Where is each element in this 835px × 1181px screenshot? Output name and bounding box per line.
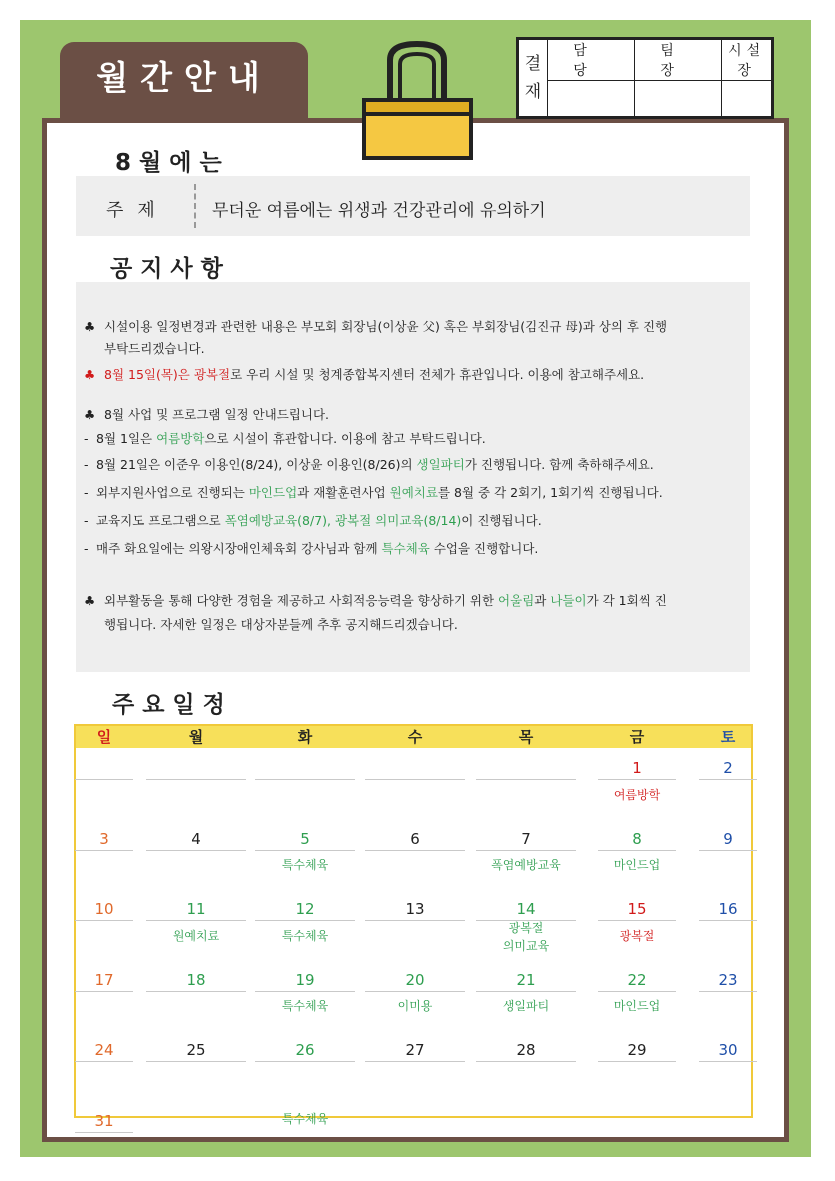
- theme-divider: [194, 184, 196, 228]
- calendar-date-13[interactable]: 13: [405, 900, 425, 918]
- notice-item-2: ♣ 8월 15일(목)은 광복절로 우리 시설 및 청계종합복지센터 전체가 휴관입니다. 이용에 참고해주세요.: [84, 364, 644, 386]
- notice-item-4-cont: 행됩니다. 자세한 일정은 대상자분들께 추후 공지해드리겠습니다.: [104, 617, 458, 632]
- calendar-cell-divider: [598, 991, 676, 992]
- notice-sub-4: - 교육지도 프로그램으로 폭염예방교육(8/7), 광복절 의미교육(8/14)이 진행됩니다.: [84, 513, 542, 528]
- approval-col-director: 시설장: [722, 40, 772, 81]
- calendar-cell-divider: [146, 1061, 246, 1062]
- calendar-event[interactable]: 광복절 의미교육: [502, 920, 550, 953]
- calendar-cell-divider: [255, 779, 355, 780]
- calendar-cell-divider: [365, 850, 465, 851]
- weekday-6: 토: [720, 728, 736, 746]
- calendar-cell-divider: [146, 850, 246, 851]
- calendar-cell-divider: [365, 920, 465, 921]
- header-tab: [60, 42, 308, 120]
- calendar-event[interactable]: 이미용: [397, 999, 433, 1013]
- binder-clip-icon: [360, 40, 475, 160]
- calendar-date-23[interactable]: 23: [718, 970, 738, 989]
- calendar-date-2[interactable]: 2: [723, 759, 733, 777]
- calendar-event[interactable]: 광복절: [619, 928, 655, 943]
- calendar-date-10[interactable]: 10: [94, 900, 114, 918]
- calendar-date-12[interactable]: 12: [295, 900, 315, 918]
- club-icon: ♣: [84, 407, 96, 422]
- calendar-cell-divider: [255, 1061, 355, 1062]
- notice-box: [76, 282, 750, 672]
- calendar-cell-divider: [598, 850, 676, 851]
- calendar-cell-divider: [365, 1061, 465, 1062]
- calendar-cell-divider: [75, 850, 133, 851]
- calendar-date-28[interactable]: 28: [516, 1041, 536, 1059]
- calendar-event[interactable]: 생일파티: [502, 999, 550, 1013]
- calendar-cell-divider: [75, 779, 133, 780]
- notice-item-1: ♣ 시설이용 일정변경과 관련한 내용은 부모회 회장님(이상윤 父) 혹은 부회장님(김진규 母)과 상의 후 진행: [84, 316, 667, 338]
- calendar-cell-divider: [476, 779, 576, 780]
- calendar-date-26[interactable]: 26: [295, 1041, 315, 1059]
- calendar-cell-divider: [146, 920, 246, 921]
- weekday-4: 목: [518, 728, 534, 746]
- calendar-cell-divider: [476, 850, 576, 851]
- calendar-cell-divider: [699, 920, 757, 921]
- calendar-date-30[interactable]: 30: [718, 1041, 738, 1059]
- page-title: 월간안내: [96, 58, 272, 97]
- notice-title: 공지사항: [110, 256, 231, 282]
- calendar-date-5[interactable]: 5: [300, 829, 310, 848]
- calendar-date-27[interactable]: 27: [405, 1041, 425, 1059]
- calendar-event[interactable]: 여름방학: [613, 787, 661, 802]
- calendar-cell-divider: [255, 920, 355, 921]
- calendar-cell-divider: [255, 991, 355, 992]
- calendar-date-20[interactable]: 20: [405, 970, 425, 989]
- weekday-1: 월: [188, 728, 204, 746]
- calendar-event[interactable]: 특수체육: [281, 1111, 329, 1126]
- weekday-0: 일: [96, 728, 112, 746]
- month-title: 8월에는: [115, 150, 230, 176]
- calendar-event[interactable]: 마인드업: [613, 999, 661, 1013]
- club-icon: ♣: [84, 319, 96, 334]
- calendar-cell-divider: [699, 779, 757, 780]
- calendar-date-21[interactable]: 21: [516, 970, 536, 989]
- calendar-cell-divider: [75, 1132, 133, 1133]
- weekday-2: 화: [297, 728, 313, 746]
- calendar-date-1[interactable]: 1: [632, 759, 642, 777]
- calendar-cell-divider: [598, 920, 676, 921]
- calendar-date-14[interactable]: 14: [516, 900, 536, 918]
- weekday-5: 금: [629, 728, 645, 746]
- calendar-event[interactable]: 원예치료: [172, 928, 220, 943]
- approval-sign-manager[interactable]: [548, 81, 635, 117]
- calendar-date-7[interactable]: 7: [521, 829, 531, 848]
- calendar-date-17[interactable]: 17: [94, 970, 114, 989]
- theme-text: 무더운 여름에는 위생과 건강관리에 유의하기: [212, 201, 546, 221]
- calendar-date-29[interactable]: 29: [627, 1041, 647, 1059]
- calendar-date-19[interactable]: 19: [295, 970, 315, 989]
- notice-sub-5: - 매주 화요일에는 의왕시장애인체육회 강사님과 함께 특수체육 수업을 진행합니다.: [84, 541, 539, 556]
- notice-item-4: ♣ 외부활동을 통해 다양한 경험을 제공하고 사회적응능력을 향상하기 위한 어울림과 나들이가 각 1회씩 진: [84, 590, 667, 612]
- notice-sub-2: - 8월 21일은 이준우 이용인(8/24), 이상윤 이용인(8/26)의 생일파티가 진행됩니다. 함께 축하해주세요.: [84, 457, 654, 472]
- club-icon: ♣: [84, 593, 96, 608]
- approval-label-bottom: 재: [524, 82, 542, 102]
- theme-label: 주제: [106, 200, 169, 221]
- weekday-3: 수: [407, 728, 423, 746]
- notice-sub-3: - 외부지원사업으로 진행되는 마인드업과 재활훈련사업 원예치료를 8월 중 각 2회기, 1회기씩 진행됩니다.: [84, 485, 663, 500]
- theme-box: [76, 176, 750, 236]
- notice-sub-1: - 8월 1일은 여름방학으로 시설이 휴관합니다. 이용에 참고 부탁드립니다.: [84, 431, 486, 446]
- notice-item-3: ♣ 8월 사업 및 프로그램 일정 안내드립니다.: [84, 404, 329, 426]
- calendar-event[interactable]: 특수체육: [281, 858, 329, 872]
- calendar-date-3[interactable]: 3: [99, 829, 109, 848]
- schedule-title: 주요일정: [112, 692, 233, 718]
- approval-box: [516, 37, 774, 119]
- calendar-cell-divider: [75, 991, 133, 992]
- calendar-cell-divider: [146, 991, 246, 992]
- calendar-date-31[interactable]: 31: [94, 1111, 114, 1130]
- calendar-cell-divider: [255, 850, 355, 851]
- calendar-cell-divider: [75, 920, 133, 921]
- calendar-cell-divider: [365, 991, 465, 992]
- calendar-date-22[interactable]: 22: [627, 970, 647, 989]
- calendar-date-9[interactable]: 9: [723, 829, 733, 848]
- notice-item-1-cont: 부탁드리겠습니다.: [104, 341, 205, 356]
- approval-col-manager: 담 당: [548, 40, 635, 81]
- calendar-cell-divider: [365, 779, 465, 780]
- approval-label-top: 결: [524, 54, 542, 74]
- calendar-cell-divider: [476, 991, 576, 992]
- calendar-date-18[interactable]: 18: [186, 970, 206, 989]
- calendar-date-11[interactable]: 11: [186, 900, 206, 918]
- approval-sign-team-lead[interactable]: [635, 81, 722, 117]
- calendar-header: [76, 726, 751, 748]
- calendar-date-16[interactable]: 16: [718, 900, 738, 918]
- calendar-event[interactable]: 특수체육: [281, 999, 329, 1013]
- calendar-date-8[interactable]: 8: [632, 829, 642, 848]
- calendar-date-4[interactable]: 4: [191, 829, 201, 848]
- approval-col-team-lead: 팀 장: [635, 40, 722, 81]
- calendar-cell-divider: [598, 779, 676, 780]
- club-icon: ♣: [84, 367, 96, 382]
- calendar-cell-divider: [699, 991, 757, 992]
- calendar-event[interactable]: 폭염예방교육: [491, 858, 561, 872]
- calendar-cell-divider: [699, 850, 757, 851]
- calendar-date-6[interactable]: 6: [410, 829, 420, 848]
- calendar-event[interactable]: 마인드업: [613, 858, 661, 872]
- calendar-cell-divider: [476, 1061, 576, 1062]
- approval-sign-director[interactable]: [722, 81, 772, 117]
- calendar-cell-divider: [75, 1061, 133, 1062]
- calendar-date-25[interactable]: 25: [186, 1041, 206, 1059]
- calendar: [74, 724, 753, 1130]
- calendar-date-15[interactable]: 15: [627, 900, 647, 918]
- calendar-date-24[interactable]: 24: [94, 1041, 114, 1059]
- calendar-cell-divider: [146, 779, 246, 780]
- calendar-cell-divider: [699, 1061, 757, 1062]
- calendar-event[interactable]: 특수체육: [281, 928, 329, 943]
- calendar-cell-divider: [598, 1061, 676, 1062]
